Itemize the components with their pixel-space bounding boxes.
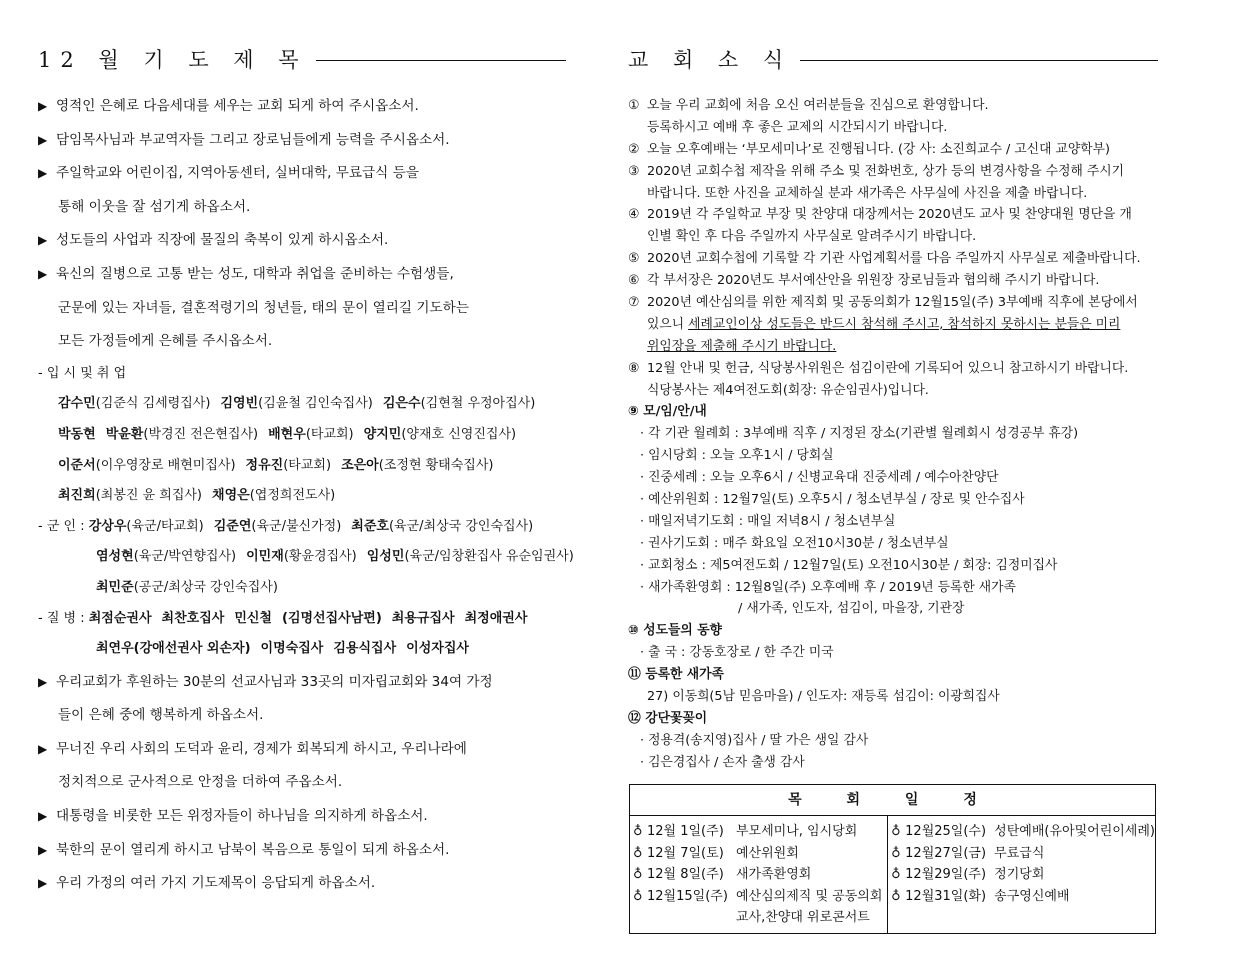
schedule-row [630, 821, 887, 843]
cross-icon: ♁ [633, 845, 643, 861]
schedule-date-text: 12월27일(금) [905, 845, 987, 861]
cross-icon: ♁ [891, 824, 901, 839]
person-relation: (박경진 전은현집사) [143, 426, 259, 442]
person-relation: (양재호 신영진집사) [401, 426, 517, 442]
person-name: 강상우 [88, 518, 127, 534]
prayer-list [38, 90, 574, 901]
schedule-left [630, 816, 888, 934]
person-relation: (황윤경집사) [283, 549, 357, 565]
cross-icon: ♁ [891, 888, 901, 904]
person-row [38, 542, 574, 573]
schedule-event: 송구영신예배 [994, 888, 1070, 904]
news-number: ③ [628, 163, 640, 179]
schedule-event: 예산심의제직 및 공동의회 [736, 888, 883, 904]
person-name: (김명선집사남편) [282, 610, 382, 626]
bullet-icon: ▶ [38, 233, 48, 248]
cross-icon: ♁ [633, 888, 643, 904]
schedule-event: 무료급식 [994, 845, 1045, 861]
schedule-date [888, 843, 994, 865]
prayer-text: 군문에 있는 자녀들, 결혼적령기의 청년들, 태의 문이 열리길 기도하는 [58, 299, 469, 316]
person-row [38, 604, 566, 635]
news-text: 2020년 예산심의를 위한 제직회 및 공동의회가 12월15일(주) 3부예배 직후에 본당에서 [647, 295, 1138, 311]
news-number: ⑥ [628, 273, 640, 289]
person-row [38, 573, 566, 604]
news-text: 12월 안내 및 헌금, 식당봉사위원은 섬김이란에 기록되어 있으니 참고하시기 바랍니다. [647, 360, 1129, 376]
schedule-date [630, 843, 736, 865]
prayer-text: 담임목사님과 부교역자들 그리고 장로님들에게 능력을 주시옵소서. [56, 131, 450, 148]
flowers-heading: ⑫ 강단꽃꽂이 [628, 710, 708, 726]
prayer-item [38, 258, 566, 292]
prayer-text: 우리 가정의 여러 가지 기도제목이 응답되게 하옵소서. [56, 875, 376, 892]
schedule-row [888, 864, 1155, 886]
prayer-item [38, 292, 566, 326]
prayer-title: 12 월 기 도 제 목 [38, 48, 308, 72]
person-row [38, 481, 566, 512]
meeting-line: · 임시당회 : 오늘 오후1시 / 당회실 [640, 448, 834, 464]
news-line [628, 204, 1158, 226]
trends-heading: ⑩ 성도들의 동향 [628, 623, 722, 639]
news-line [628, 358, 1158, 380]
person-row [38, 512, 566, 543]
schedule-date-text: 12월31일(화) [905, 888, 987, 904]
news-text: 2020년 교회수첩 제작을 위해 주소 및 전화번호, 상가 등의 변경사항을 수정해 주시기 [647, 163, 1124, 179]
news-text: 있으니 [647, 316, 689, 332]
trends-line: · 출 국 : 강동호장로 / 한 주간 미국 [640, 645, 834, 661]
flowers-line: · 김은경집사 / 손자 출생 감사 [640, 754, 805, 770]
person-name: 최정애권사 [464, 610, 528, 626]
person-relation: (육군/임창환집사 유순임권사) [404, 549, 574, 565]
schedule-row [630, 843, 887, 865]
person-name: 박윤환 [105, 426, 144, 442]
person-name: 최찬호집사 [161, 610, 225, 626]
prayer-text: 무너진 우리 사회의 도덕과 윤리, 경제가 회복되게 하시고, 우리나라에 [56, 740, 467, 757]
prayer-item [38, 224, 566, 258]
person-name: 채영은 [212, 488, 250, 504]
news-line [628, 161, 1158, 183]
person-row [38, 634, 566, 665]
news-number: ⑦ [628, 295, 640, 311]
news-number: ④ [628, 207, 640, 223]
flowers-line: · 정용격(송지영)집사 / 딸 가은 생일 감사 [640, 732, 869, 748]
cross-icon: ♁ [891, 867, 901, 882]
schedule-event: 예산위원회 [736, 845, 799, 861]
schedule-event: 정기당회 [994, 867, 1045, 882]
meeting-line: · 새가족환영회 : 12월8일(주) 오후예배 후 / 2019년 등록한 새가족 [640, 579, 1016, 595]
prayer-text: 성도들의 사업과 직장에 물질의 축복이 있게 하시옵소서. [56, 232, 389, 249]
prayer-item [38, 325, 566, 359]
group-label: - 질 병 : [38, 610, 89, 626]
schedule-event: 새가족환영회 [736, 867, 812, 882]
person-row [38, 451, 566, 482]
news-number: ⑤ [628, 251, 640, 267]
schedule-date [630, 886, 736, 908]
person-row [38, 420, 566, 451]
schedule-date [630, 821, 736, 843]
prayer-text: 대통령을 비롯한 모든 위정자들이 하나님을 의지하게 하옵소서. [56, 808, 428, 825]
bullet-icon: ▶ [38, 809, 48, 824]
prayer-item [38, 157, 566, 191]
prayer-item [38, 867, 566, 901]
person-name: 감수민 [58, 396, 96, 412]
person-relation: (육군/타교회) [126, 518, 204, 534]
person-name: 조은아 [341, 457, 379, 473]
news-underline: 세례교인이상 성도들은 반드시 참석해 주시고, 참석하지 못하시는 분들은 미리 [688, 316, 1121, 332]
prayer-item [38, 766, 566, 800]
bullet-icon: ▶ [38, 132, 48, 147]
schedule-date [630, 864, 736, 886]
bullet-icon: ▶ [38, 99, 48, 113]
title-rule [316, 60, 566, 61]
news-section [628, 40, 1158, 774]
news-number: ① [628, 98, 640, 113]
person-name: 정유진 [245, 457, 284, 473]
news-line [628, 292, 1158, 314]
news-line [628, 270, 1158, 292]
meeting-continuation: / 새가족, 인도자, 섬김이, 마을장, 기관장 [738, 601, 965, 617]
news-text: 오늘 우리 교회에 처음 오신 여러분들을 진심으로 환영합니다. [647, 98, 989, 113]
prayer-text: 우리교회가 후원하는 30분의 선교사님과 33곳의 미자립교회와 34여 가정 [56, 673, 493, 690]
meeting-line: · 각 기관 월례회 : 3부예배 직후 / 지정된 장소(기관별 월례회시 성경공부 휴강) [640, 426, 1079, 442]
schedule-row [888, 843, 1155, 865]
prayer-text: 육신의 질병으로 고통 받는 성도, 대학과 취업을 준비하는 수험생들, [56, 265, 454, 282]
person-relation: (육군/박연향집사) [133, 549, 237, 565]
news-line [628, 314, 1158, 336]
news-text: 식당봉사는 제4여전도회(회장: 유순임권사)입니다. [647, 382, 929, 398]
newfamily-line: 27) 이동희(5남 믿음마을) / 인도자: 재등록 섬김이: 이광희집사 [647, 689, 1000, 705]
person-name: 김용식집사 [333, 641, 397, 657]
prayer-text: 주일학교와 어린이집, 지역아동센터, 실버대학, 무료급식 등을 [56, 165, 419, 182]
person-name: 이준서 [58, 457, 96, 473]
prayer-item [38, 90, 566, 124]
person-name: 최용규집사 [391, 610, 455, 626]
prayer-text: 모든 가정들에게 은혜를 주시옵소서. [58, 333, 273, 350]
person-name: 최연우(강애선권사 외손자) [96, 641, 251, 657]
news-text: 등록하시고 예배 후 좋은 교제의 시간되시기 바랍니다. [647, 119, 948, 135]
schedule-row [630, 886, 887, 908]
schedule-date-text: 12월29일(주) [905, 867, 987, 882]
schedule-row [888, 821, 1155, 843]
title-rule [800, 60, 1158, 61]
schedule-event: 성탄예배(유아및어린이세례) [994, 824, 1155, 839]
news-line [628, 248, 1158, 270]
person-name: 박동현 [58, 426, 96, 442]
prayer-text: 영적인 은혜로 다음세대를 세우는 교회 되게 하여 주시옵소서. [56, 98, 419, 114]
schedule-right [888, 816, 1156, 934]
bullet-icon: ▶ [38, 842, 48, 857]
news-text: 오늘 오후예배는 ‘부모세미나’로 진행됩니다. (강 사: 소진희교수 / 고신대 교양학부) [647, 141, 1110, 157]
schedule-row [630, 864, 887, 886]
news-list [628, 95, 1158, 774]
news-line [628, 117, 1158, 139]
news-line [628, 95, 1158, 117]
schedule-date-text: 12월25일(수) [905, 824, 987, 839]
person-relation: (타교회) [305, 426, 354, 442]
schedule-date [888, 886, 994, 908]
person-relation: (타교회) [283, 457, 332, 473]
schedule-date [888, 821, 994, 843]
person-relation: (김준식 김세령집사) [95, 396, 211, 412]
person-name: 염성현 [96, 549, 134, 565]
schedule-date-text: 12월15일(주) [647, 888, 728, 904]
person-name: 최진희 [58, 488, 96, 504]
person-name: 이성자집사 [406, 641, 469, 657]
prayer-item [38, 699, 566, 733]
bullet-icon: ▶ [38, 741, 48, 756]
person-name: 김영빈 [220, 396, 259, 412]
schedule-event: 부모세미나, 임시당회 [736, 824, 858, 839]
prayer-item [38, 666, 566, 700]
prayer-heading [38, 40, 566, 78]
prayer-section [38, 40, 574, 901]
schedule-date-text: 12월 8일(주) [647, 867, 724, 882]
news-text: 바랍니다. 또한 사진을 교체하실 분과 새가족은 사무실에 사진을 제출 바랍니다. [647, 185, 1088, 201]
bullet-icon: ▶ [38, 266, 48, 281]
prayer-item [38, 800, 566, 834]
person-name: 최점순권사 [88, 610, 152, 626]
newfamily-heading: ⑪ 등록한 새가족 [628, 667, 724, 683]
meeting-line: · 권사기도회 : 매주 화요일 오전10시30분 / 청소년부실 [640, 535, 949, 551]
news-number: ② [628, 141, 640, 157]
prayer-item [38, 191, 566, 225]
person-name: 최준호 [351, 518, 389, 534]
person-name: 김준연 [213, 518, 252, 534]
person-relation: (김윤철 김인숙집사) [258, 396, 373, 412]
group-label: - 군 인 : [38, 518, 89, 534]
person-name: 이민재 [246, 549, 284, 565]
person-relation: (이우영장로 배현미집사) [95, 457, 236, 473]
person-relation: (조정현 황태숙집사) [378, 457, 494, 473]
news-number: ⑧ [628, 360, 640, 376]
person-name: 임성민 [366, 549, 405, 565]
person-name: 민신철 [234, 610, 272, 626]
schedule-date [888, 864, 994, 886]
person-relation: (육군/불신가정) [251, 518, 342, 534]
schedule-row [888, 886, 1155, 908]
prayer-text: 정치적으로 군사적으로 안정을 더하여 주옵소서. [58, 774, 343, 791]
meetings-heading: ⑨ 모/임/안/내 [628, 404, 707, 420]
person-name: 김은수 [382, 396, 421, 412]
cross-icon: ♁ [633, 867, 643, 882]
person-relation: (육군/최상국 강인숙집사) [388, 518, 534, 534]
schedule-date-text: 12월 1일(주) [647, 824, 724, 839]
prayer-item [38, 124, 566, 158]
prayer-item [38, 834, 566, 868]
meeting-line: · 예산위원회 : 12월7일(토) 오후5시 / 청소년부실 / 장로 및 안수집사 [640, 492, 1025, 508]
news-line [628, 336, 1158, 358]
meeting-line: · 매일저녁기도회 : 매일 저녁8시 / 청소년부실 [640, 513, 896, 529]
news-text: 인별 확인 후 다음 주일까지 사무실로 알려주시기 바랍니다. [647, 229, 977, 245]
news-heading [628, 40, 1158, 78]
news-line [628, 183, 1158, 205]
prayer-text: 들이 은혜 중에 행복하게 하옵소서. [58, 707, 264, 724]
person-relation: (최봉진 윤 희집사) [95, 488, 203, 504]
news-title: 교 회 소 식 [628, 48, 793, 72]
schedule-date-text: 12월 7일(토) [647, 845, 724, 861]
cross-icon: ♁ [633, 824, 643, 839]
news-line [628, 139, 1158, 161]
prayer-text: 통해 이웃을 잘 섬기게 하옵소서. [58, 198, 251, 215]
schedule-title: 목 회 일 정 [630, 785, 1156, 816]
prayer-text: 북한의 문이 열리게 하시고 남북이 복음으로 통일이 되게 하옵소서. [56, 841, 450, 858]
news-line [628, 380, 1158, 402]
person-name: 양지민 [363, 426, 402, 442]
news-text: 2020년 교회수첩에 기록할 각 기관 사업계획서를 다음 주일까지 사무실로 제출바랍니다. [647, 251, 1141, 267]
cross-icon: ♁ [891, 845, 901, 861]
bullet-icon: ▶ [38, 674, 48, 689]
prayer-item [38, 733, 566, 767]
person-relation: (공군/최상국 강인숙집사) [133, 579, 278, 595]
news-line [628, 226, 1158, 248]
schedule-table [629, 784, 1156, 934]
schedule-continuation: 교사,찬양대 위로콘서트 [736, 910, 870, 925]
person-row [38, 389, 566, 420]
bullet-icon: ▶ [38, 166, 48, 181]
bullet-icon: ▶ [38, 876, 48, 891]
news-underline: 위임장을 제출해 주시기 바랍니다. [647, 338, 837, 354]
person-name: 이명숙집사 [260, 641, 324, 657]
person-name: 최민준 [96, 579, 134, 595]
person-name: 배현우 [268, 426, 306, 442]
meeting-line: · 진중세례 : 오늘 오후6시 / 신병교육대 진중세례 / 예수아찬양단 [640, 470, 999, 486]
person-relation: (김현철 우정아집사) [420, 396, 536, 412]
entrance-label: - 입 시 및 취 업 [38, 365, 127, 381]
news-text: 2019년 각 주일학교 부장 및 찬양대 대장께서는 2020년도 교사 및 찬양대원 명단을 개 [647, 207, 1132, 223]
news-text: 각 부서장은 2020년도 부서예산안을 위원장 장로님들과 협의해 주시기 바랍니다. [647, 273, 1100, 289]
meeting-line: · 교회청소 : 제5여전도회 / 12월7일(토) 오전10시30분 / 회장: 김정미집사 [640, 557, 1058, 573]
person-relation: (엽정희전도사) [249, 488, 336, 504]
